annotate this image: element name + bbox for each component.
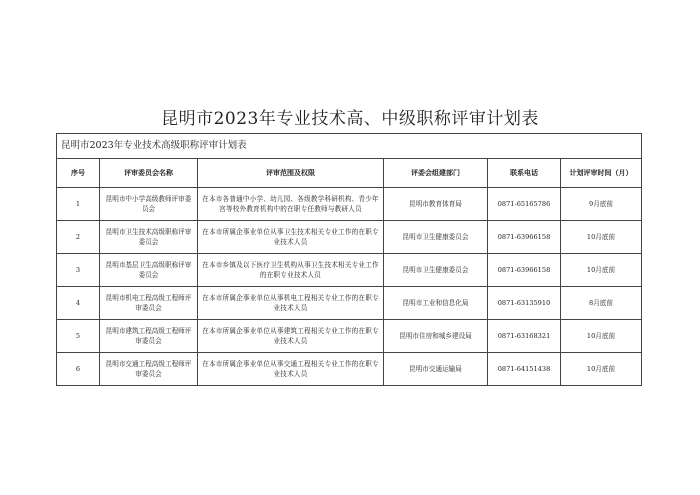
committee-name: 昆明市中小学高级教师评审委员会 xyxy=(100,188,198,221)
contact-phone: 0871-63966158 xyxy=(488,254,561,287)
row-number: 5 xyxy=(57,320,100,353)
row-number: 3 xyxy=(57,254,100,287)
row-number: 4 xyxy=(57,287,100,320)
header-no: 序号 xyxy=(57,159,100,188)
header-scope: 评审范围及权限 xyxy=(198,159,384,188)
header-committee: 评审委员会名称 xyxy=(100,159,198,188)
review-time: 10月底前 xyxy=(561,221,642,254)
table-body xyxy=(57,188,642,386)
header-time: 计划评审时间（月） xyxy=(561,159,642,188)
review-scope: 在本市所属企事业单位从事卫生技术相关专业工作的在职专业技术人员 xyxy=(198,221,384,254)
table-row xyxy=(57,221,642,254)
review-scope: 在本市所属企事业单位从事交通工程相关专业工作的在职专业技术人员 xyxy=(198,353,384,386)
organizing-dept: 昆明市卫生健康委员会 xyxy=(384,254,488,287)
review-plan-table xyxy=(56,133,642,386)
page-title: 昆明市2023年专业技术高、中级职称评审计划表 xyxy=(161,109,539,129)
table-row xyxy=(57,320,642,353)
row-number: 1 xyxy=(57,188,100,221)
review-time: 10月底前 xyxy=(561,353,642,386)
contact-phone: 0871-65165786 xyxy=(488,188,561,221)
committee-name: 昆明市建筑工程高级工程师评审委员会 xyxy=(100,320,198,353)
review-scope: 在本市所属企事业单位从事机电工程相关专业工作的在职专业技术人员 xyxy=(198,287,384,320)
organizing-dept: 昆明市住房和城乡建设局 xyxy=(384,320,488,353)
organizing-dept: 昆明市卫生健康委员会 xyxy=(384,221,488,254)
review-time: 10月底前 xyxy=(561,254,642,287)
table-caption: 昆明市2023年专业技术高级职称评审计划表 xyxy=(57,134,642,159)
contact-phone: 0871-63168321 xyxy=(488,320,561,353)
review-scope: 在本市乡镇及以下医疗卫生机构从事卫生技术相关专业工作的在职专业技术人员 xyxy=(198,254,384,287)
organizing-dept: 昆明市交通运输局 xyxy=(384,353,488,386)
review-time: 8月底前 xyxy=(561,287,642,320)
contact-phone: 0871-64151438 xyxy=(488,353,561,386)
contact-phone: 0871-63135910 xyxy=(488,287,561,320)
committee-name: 昆明市交通工程高级工程师评审委员会 xyxy=(100,353,198,386)
header-dept: 评委会组建部门 xyxy=(384,159,488,188)
review-scope: 在本市各普通中小学、幼儿园、各级教学科研机构、青少年宫等校外教育机构中的在职专任教师与教研人员 xyxy=(198,188,384,221)
organizing-dept: 昆明市工业和信息化局 xyxy=(384,287,488,320)
review-time: 10月底前 xyxy=(561,320,642,353)
organizing-dept: 昆明市教育体育局 xyxy=(384,188,488,221)
table-row xyxy=(57,353,642,386)
table-row xyxy=(57,287,642,320)
committee-name: 昆明市机电工程高级工程师评审委员会 xyxy=(100,287,198,320)
contact-phone: 0871-63966158 xyxy=(488,221,561,254)
committee-name: 昆明市卫生技术高级职称评审委员会 xyxy=(100,221,198,254)
table-row xyxy=(57,254,642,287)
table-row xyxy=(57,188,642,221)
table-header-row xyxy=(57,159,642,188)
header-phone: 联系电话 xyxy=(488,159,561,188)
row-number: 6 xyxy=(57,353,100,386)
row-number: 2 xyxy=(57,221,100,254)
committee-name: 昆明市基层卫生高级职称评审委员会 xyxy=(100,254,198,287)
review-time: 9月底前 xyxy=(561,188,642,221)
review-scope: 在本市所属企事业单位从事建筑工程相关专业工作的在职专业技术人员 xyxy=(198,320,384,353)
